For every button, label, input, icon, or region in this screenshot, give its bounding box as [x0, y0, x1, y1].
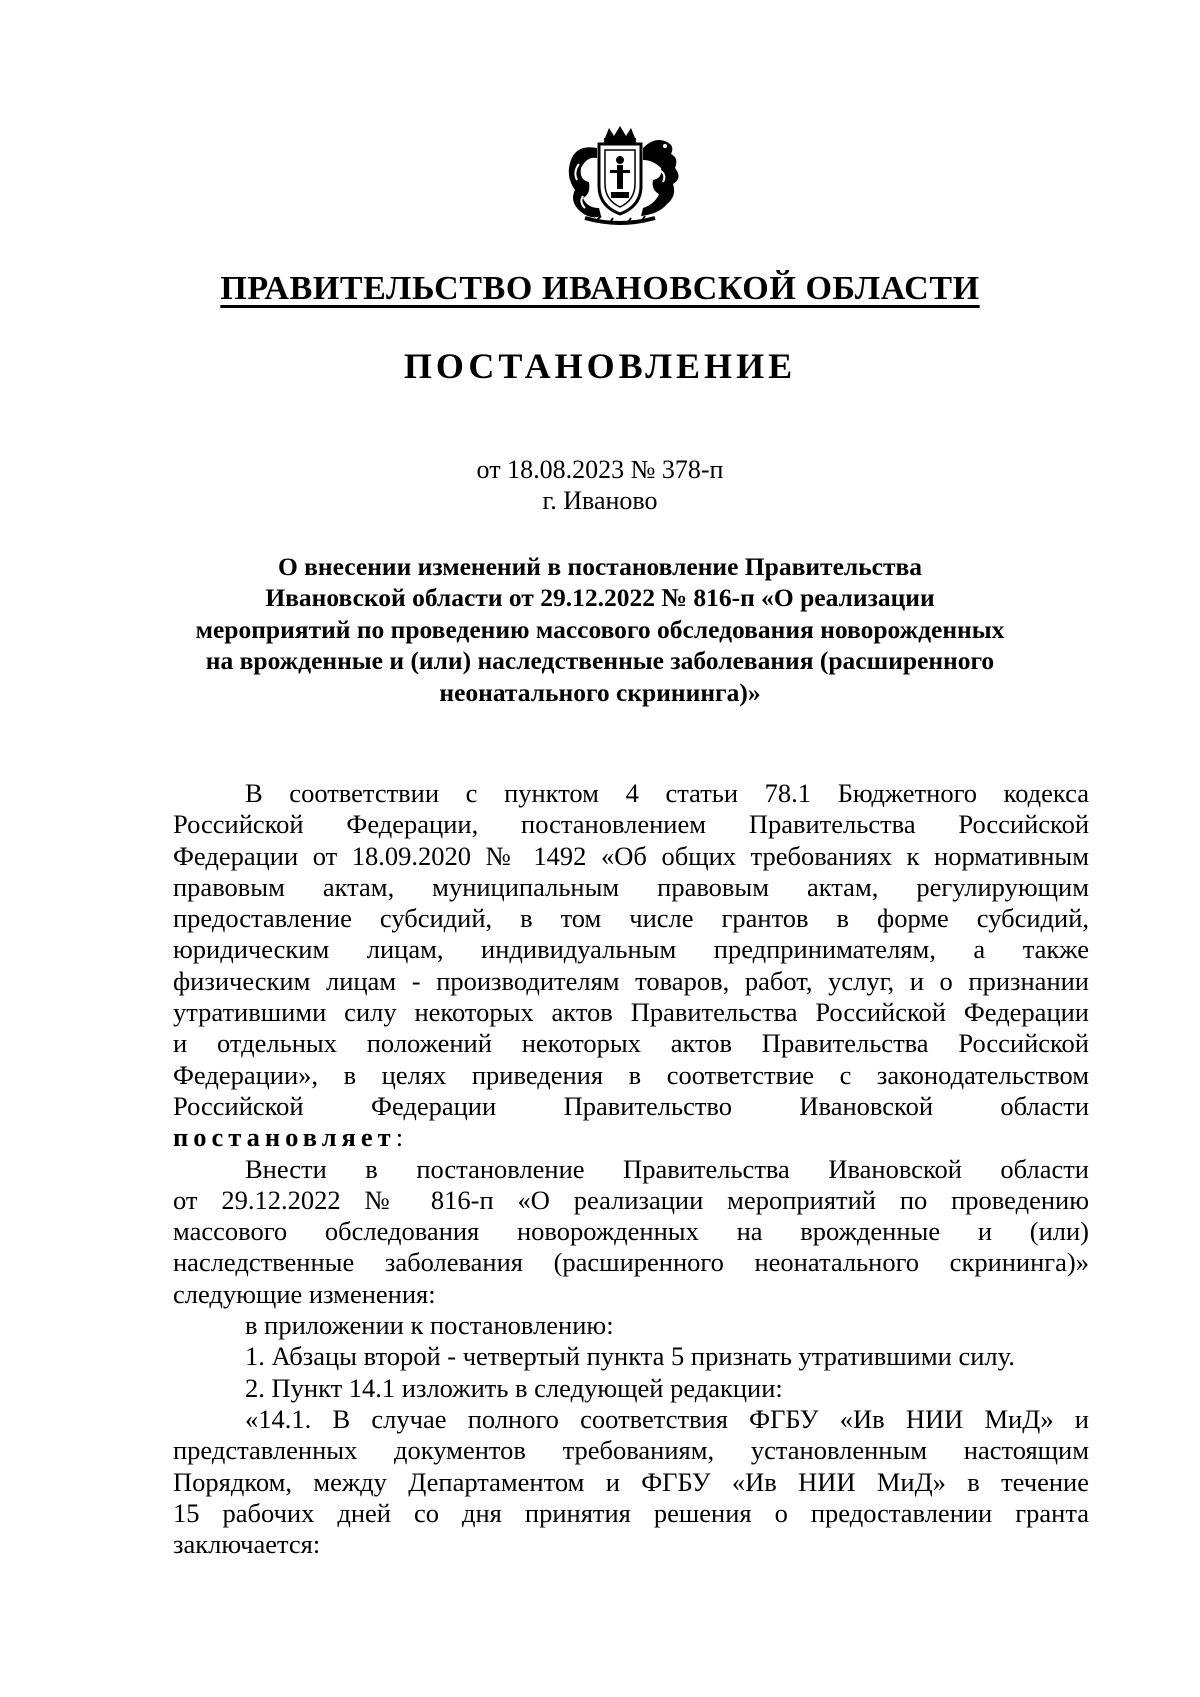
government-title: ПРАВИТЕЛЬСТВО ИВАНОВСКОЙ ОБЛАСТИ [220, 270, 980, 307]
body-line: утратившими силу некоторых актов Правительства Российской Федерации [173, 997, 1089, 1028]
body-line: и отдельных положений некоторых актов Правительства Российской [173, 1028, 1089, 1059]
body-line: представленных документов требованиям, установленным настоящим [173, 1435, 1089, 1466]
body-line: от 29.12.2022 № 816-п «О реализации мероприятий по проведению [173, 1184, 1089, 1215]
body-line: Федерации от 18.09.2020 № 1492 «Об общих требованиях к нормативным [173, 840, 1089, 871]
body-line: Внести в постановление Правительства Ивановской области [245, 1153, 1089, 1184]
body-line: в приложении к постановлению: [245, 1310, 614, 1341]
subject-line: О внесении изменений в постановление Правительства [277, 552, 923, 581]
body-line: заключается: [173, 1529, 321, 1560]
body-line: физическим лицам - производителям товаров, работ, услуг, и о признании [173, 965, 1089, 996]
body-line: Российской Федерации, постановлением Правительства Российской [173, 809, 1089, 840]
body-line: 2. Пункт 14.1 изложить в следующей редакции: [245, 1372, 783, 1403]
subject-line: на врожденные и (или) наследственные заболевания (расширенного [205, 646, 995, 676]
body-line: наследственные заболевания (расширенного неонатального скрининга)» [173, 1247, 1089, 1278]
body-line: Российской Федерации Правительство Ивановской области [173, 1090, 1089, 1121]
document-date-number: от 18.08.2023 № 378-п [476, 455, 724, 484]
body-line: следующие изменения: [173, 1278, 436, 1309]
body-line: правовым актам, муниципальным правовым актам, регулирующим [173, 871, 1089, 902]
body-line: 1. Абзацы второй - четвертый пункта 5 признать утратившими силу. [245, 1341, 1015, 1372]
body-line: предоставление субсидий, в том числе грантов в форме субсидий, [173, 903, 1089, 934]
body-line: 15 рабочих дней со дня принятия решения о предоставлении гранта [173, 1497, 1089, 1528]
body-line: В соответствии с пунктом 4 статьи 78.1 Бюджетного кодекса [245, 778, 1089, 808]
document-city: г. Иваново [542, 486, 658, 515]
body-line: юридическим лицам, индивидуальным предпринимателям, а также [173, 934, 1089, 965]
resolves-line [173, 1122, 1089, 1153]
body-line: Порядком, между Департаментом и ФГБУ «Ив НИИ МиД» в течение [173, 1466, 1089, 1497]
ivanovo-coat-of-arms-icon [555, 124, 685, 228]
body-line: «14.1. В случае полного соответствия ФГБУ «Ив НИИ МиД» и [245, 1403, 1089, 1434]
subject-line: мероприятий по проведению массового обследования новорожденных [195, 614, 1005, 644]
subject-line: неонатального скрининга)» [439, 677, 761, 707]
document-subject [170, 551, 1030, 708]
document-type: ПОСТАНОВЛЕНИЕ [403, 346, 797, 386]
body-line: массового обследования новорожденных на врожденные и (или) [173, 1216, 1089, 1247]
subject-line: Ивановской области от 29.12.2022 № 816-п «О реализации [265, 583, 935, 613]
resolves-colon: : [395, 1122, 404, 1153]
document-body [173, 778, 1089, 1560]
resolves-word: постановляет [173, 1122, 396, 1153]
body-line: Федерации», в целях приведения в соответствие с законодательством [173, 1059, 1089, 1090]
